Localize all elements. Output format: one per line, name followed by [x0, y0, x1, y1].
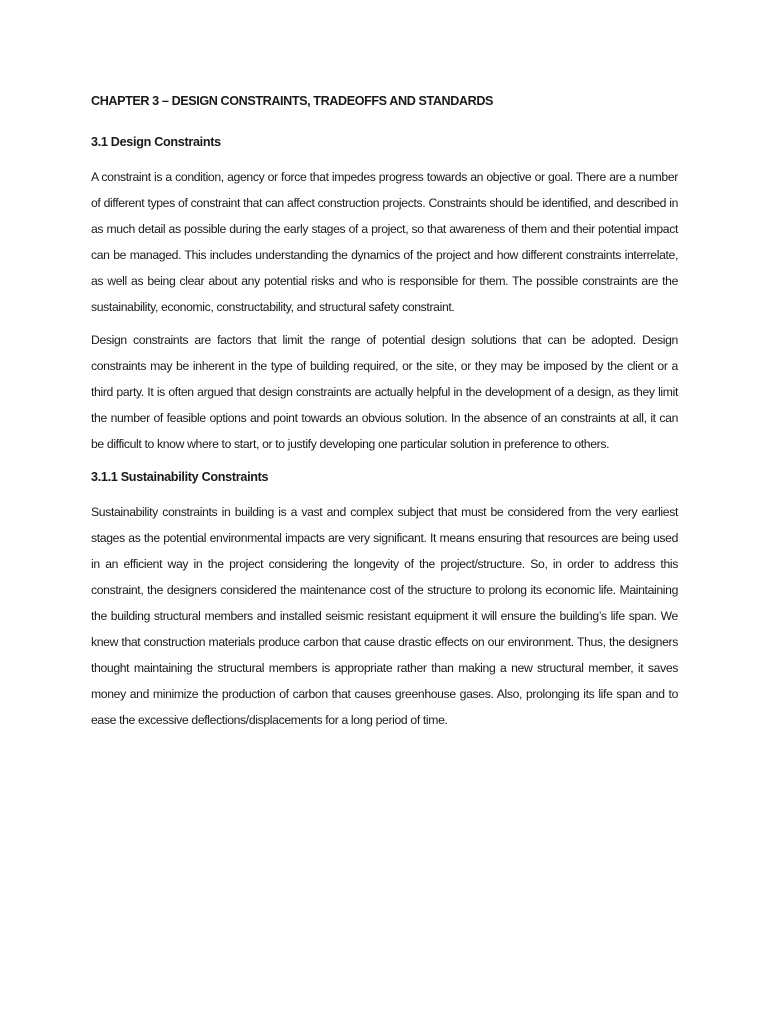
paragraph-sustainability: Sustainability constraints in building is a vast and complex subject that must be considered from the very earliest stages as the potential environmental impacts are very significant. It means ensuring that resources are being used in an efficient way in the project considering the longevity of the project/structure. So, in order to address this constraint, the designers considered the maintenance cost of the structure to prolong its economic life. Maintaining the building structural members and installed seismic resistant equipment it will ensure the building’s life span. We knew that construction materials produce carbon that cause drastic effects on our environment. Thus, the designers thought maintaining the structural members is appropriate rather than making a new structural member, it saves money and minimize the production of carbon that causes greenhouse gases. Also, prolonging its life span and to ease the excessive deflections/displacements for a long period of time.	[91, 505, 678, 727]
section-heading-design-constraints: 3.1 Design Constraints	[91, 135, 221, 149]
chapter-title: CHAPTER 3 – DESIGN CONSTRAINTS, TRADEOFFS AND STANDARDS	[91, 94, 494, 108]
document-page	[91, 89, 678, 741]
paragraph-constraint-definition: A constraint is a condition, agency or force that impedes progress towards an objective or goal. There are a number of different types of constraint that can affect construction projects. Constraints should be identified, and described in as much detail as possible during the early stages of a project, so that awareness of them and their potential impact can be managed. This includes understanding the dynamics of the project and how different constraints interrelate, as well as being clear about any potential risks and who is responsible for them. The possible constraints are the sustainability, economic, constructability, and structural safety constraint.	[91, 170, 678, 314]
paragraph-design-constraints: Design constraints are factors that limit the range of potential design solutions that can be adopted. Design constraints may be inherent in the type of building required, or the site, or they may be imposed by the client or a third party. It is often argued that design constraints are actually helpful in the development of a design, as they limit the number of feasible options and point towards an obvious solution. In the absence of an constraints at all, it can be difficult to know where to start, or to justify developing one particular solution in preference to others.	[91, 333, 678, 451]
section-heading-sustainability-constraints: 3.1.1 Sustainability Constraints	[91, 470, 269, 484]
